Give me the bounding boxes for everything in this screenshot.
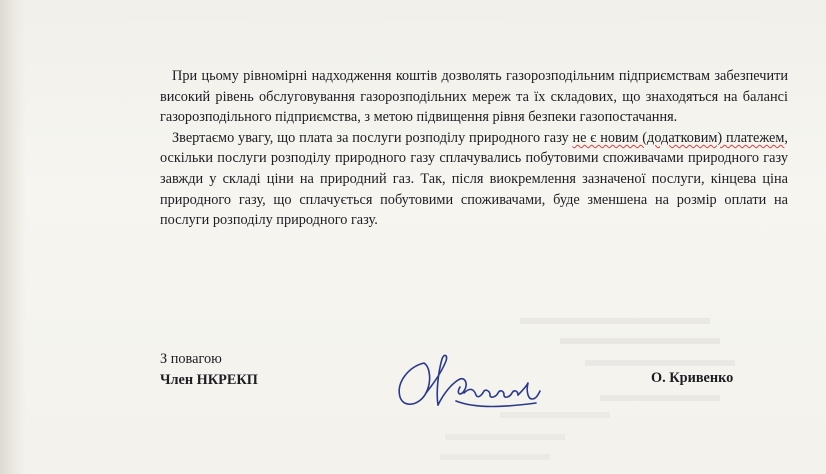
- paragraph-2: [160, 128, 788, 231]
- closing-block: [160, 349, 258, 391]
- signer-position: Член НКРЕКП: [160, 372, 258, 388]
- paragraph-2-highlight: не є новим (додатковим) платежем: [572, 129, 785, 146]
- handwritten-signature: [386, 343, 566, 423]
- closing-greeting: З повагою: [160, 351, 222, 367]
- paragraph-1: При цьому рівномірні надходження коштів дозволять газорозподільним підприємствам забезпечити високий рівень обслуговування газорозподільних мереж та їх складових, що знаходяться на балансі газорозподільного підприємства, з метою підвищення рівня безпеки газопостачання.: [160, 68, 788, 126]
- paragraph-2-start: Звертаємо увагу, що плата за послуги розподілу природного газу: [172, 129, 573, 146]
- paragraph-2-end: , оскільки послуги розподілу природного газу сплачувались побутовими споживачами природного газу завжди у складі ціни на природний газ. Так, після виокремлення зазначеної послуги, кінцева ціна природного газу, що сплачується побутовими споживачами, буде зменшена на розмір оплати на послуги розподілу природного газу.: [160, 129, 788, 229]
- scan-edge-shadow: [0, 0, 26, 474]
- letter-body: [160, 66, 788, 231]
- signer-name: О. Кривенко: [651, 370, 734, 386]
